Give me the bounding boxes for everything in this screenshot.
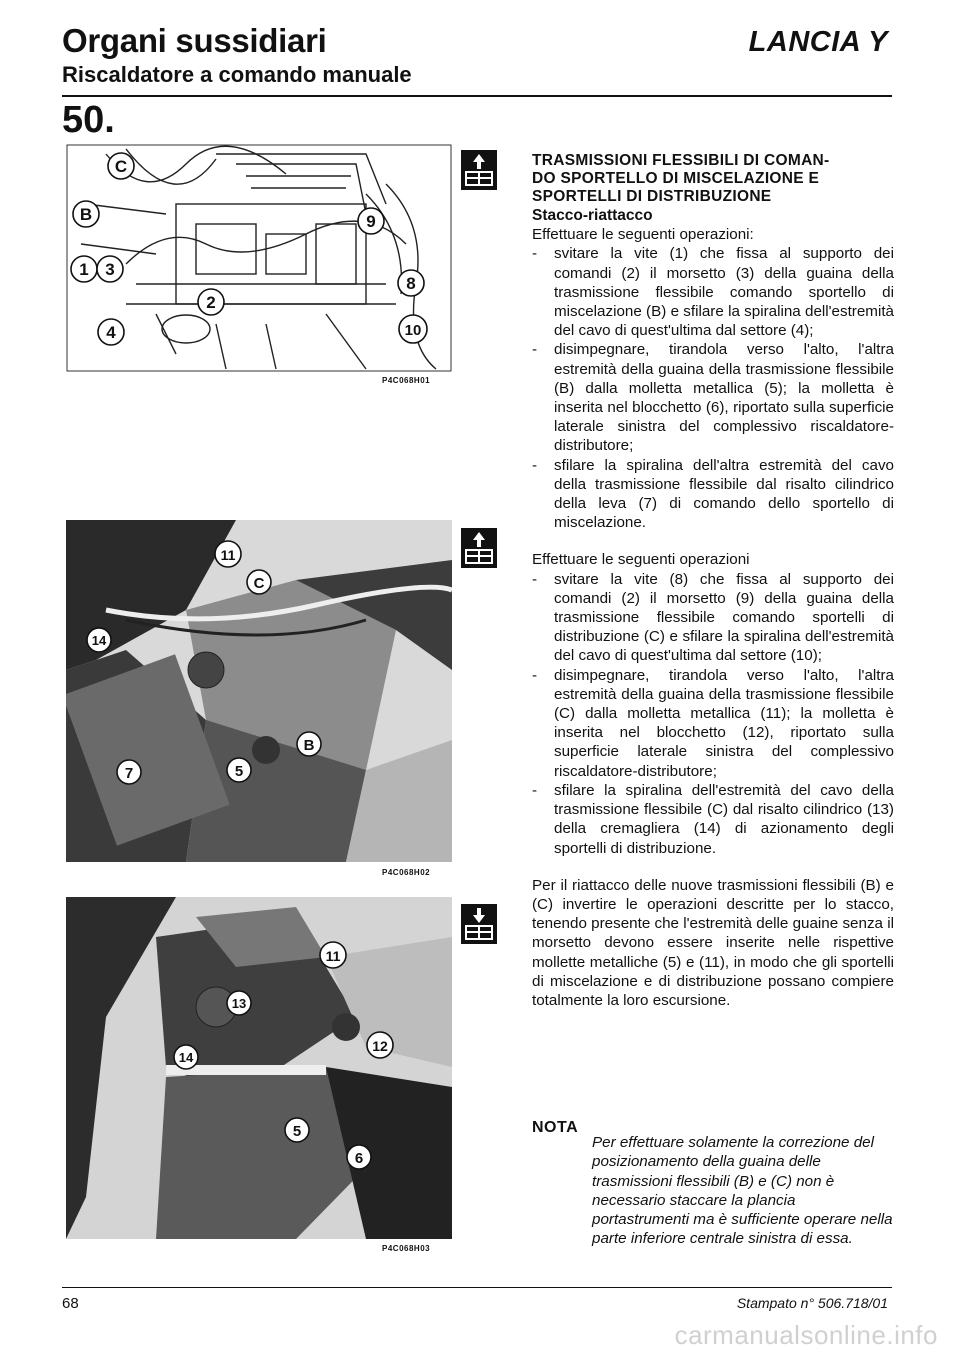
list-item: - disimpegnare, tirandola verso l'alto, l'altra estremità della guaina della trasmissione flessibile (B) dalla molletta metallica (5); la molletta è inserita nel blocchetto (6), riportato sulla superficie laterale sinistra del complessivo riscaldatore-distributore; <box>532 340 894 455</box>
list-item: - sfilare la spiralina dell'estremità del cavo della trasmissione flessibile (C) dal risalto cilindrico (13) della cremagliera (14) di azionamento degli sportelli di distribuzione. <box>532 781 894 858</box>
dashboard-icon <box>461 528 497 568</box>
callout-label: 12 <box>372 1038 388 1054</box>
list-item: - svitare la vite (1) che fissa al supporto dei comandi (2) il morsetto (3) della guaina della trasmissione flessibile comando sportello di miscelazione (B) e sfilare la spiralina dell'estremità del cavo di quest'ultima dal settore (4); <box>532 244 894 340</box>
section-subtitle: Riscaldatore a comando manuale <box>62 62 412 87</box>
figure-caption: P4C068H02 <box>382 868 431 877</box>
brand-logo-text: LANCIA Y <box>748 26 888 58</box>
callout-label: 5 <box>234 763 244 780</box>
dashboard-icon <box>461 150 497 190</box>
intro-text: Effettuare le seguenti operazioni: <box>532 226 754 244</box>
note-block <box>532 1118 896 1264</box>
callout-label: B <box>79 205 93 224</box>
section-title: Organi sussidiari <box>62 22 327 59</box>
figure-photo-mixing-flap <box>66 520 452 862</box>
callout-label: 10 <box>404 322 422 339</box>
callout-label: 11 <box>220 547 236 563</box>
callout-label: 1 <box>79 260 89 279</box>
list-item: - sfilare la spiralina dell'altra estremità del cavo della trasmissione flessibile dal risalto cilindrico della leva (7) di comando dello sportello di miscelazione. <box>532 456 894 533</box>
list-item: - svitare la vite (8) che fissa al supporto dei comandi (2) il morsetto (9) della guaina della trasmissione flessibile comando sportelli di distribuzione (C) e sfilare la spiralina dell'estremità del cavo di quest'ultima dal settore (10); <box>532 570 894 666</box>
intro-text: Effettuare le seguenti operazioni <box>532 551 750 569</box>
dashboard-icon <box>461 904 497 944</box>
print-reference: Stampato n° 506.718/01 <box>736 1295 888 1311</box>
figure-caption: P4C068H01 <box>382 376 431 385</box>
callout-label: 3 <box>105 260 115 279</box>
callout-label: 2 <box>206 293 216 312</box>
header-rule <box>62 95 892 97</box>
procedure-subheading: Stacco-riattacco <box>532 207 653 224</box>
figure-controls-diagram <box>66 144 452 372</box>
section-number: 50. <box>62 99 115 141</box>
callout-label: 11 <box>325 948 341 964</box>
callout-label: 4 <box>106 323 116 342</box>
note-text: Per effettuare solamente la correzione del posizionamento della guaina delle trasmissioni flessibili (B) e (C) non è necessario staccare la plancia portastrumenti ma è sufficiente operare nella parte inferiore centrale sinistra di essa. <box>592 1134 893 1248</box>
footer-rule <box>62 1287 892 1288</box>
figure-caption: P4C068H03 <box>382 1244 431 1253</box>
heading-line: DO SPORTELLO DI MISCELAZIONE E <box>532 170 820 187</box>
page-number: 68 <box>62 1295 79 1312</box>
list-item: - disimpegnare, tirandola verso l'alto, l'altra estremità della guaina della trasmissione flessibile (C) dalla molletta metallica (11); la molletta è inserita nel blocchetto (12), riportato sulla superficie laterale sinistra del complessivo riscaldatore-distributore; <box>532 666 894 781</box>
steps-list <box>532 244 894 532</box>
callout-label: 9 <box>366 212 376 231</box>
callout-label: 14 <box>91 633 107 648</box>
callout-label: 13 <box>231 996 247 1011</box>
callout-label: C <box>114 157 128 176</box>
callout-label: 5 <box>292 1123 302 1140</box>
watermark: carmanualsonline.info <box>674 1320 938 1350</box>
callout-label: B <box>303 737 315 754</box>
callout-label: 6 <box>354 1150 364 1167</box>
heading-line: SPORTELLI DI DISTRIBUZIONE <box>532 188 772 205</box>
procedure-heading <box>532 152 894 206</box>
instructions-column <box>532 152 894 1010</box>
reattach-paragraph: Per il riattacco delle nuove trasmissioni flessibili (B) e (C) invertire le operazioni descritte per lo stacco, tenendo presente che l'estremità delle guaine senza il morsetto devono essere inserite nelle rispettive mollette metalliche (5) e (11), in modo che gli sportelli di miscelazione e di distribuzione possano compiere totalmente la loro escursione. <box>532 876 894 1009</box>
steps-list <box>532 570 894 858</box>
callout-label: C <box>253 575 265 592</box>
heading-line: TRASMISSIONI FLESSIBILI DI COMAN- <box>532 152 830 169</box>
callout-label: 14 <box>178 1050 194 1065</box>
note-label: NOTA <box>532 1119 579 1136</box>
figure-photo-distribution-rack <box>66 897 452 1239</box>
callout-label: 7 <box>124 765 134 782</box>
callout-label: 8 <box>406 274 416 293</box>
